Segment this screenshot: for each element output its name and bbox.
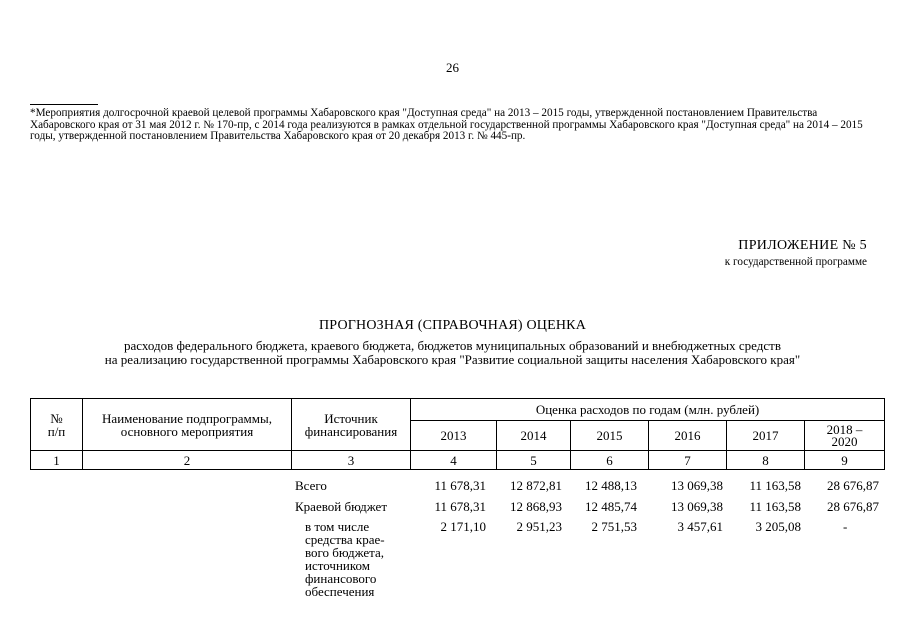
row-regional-value-2018-2020: 28 676,87 <box>827 499 879 514</box>
subtitle-line-2: на реализацию государственной программы Хабаровского края "Развитие социальной защиты населения Хабаровского края" <box>104 351 801 367</box>
row-including-value-2014: 2 951,23 <box>516 519 562 534</box>
header-number: № п/п <box>31 399 83 451</box>
header-year-2016: 2016 <box>649 421 727 451</box>
header-year-2017: 2017 <box>727 421 805 451</box>
row-total-source: Всего <box>295 478 327 493</box>
row-including-value-2018-2020: - <box>843 519 848 534</box>
row-including-value-2016: 3 457,61 <box>677 519 723 534</box>
row-regional-value-2014: 12 868,93 <box>510 499 562 514</box>
header-year-2018-2020: 2018 – 2020 <box>805 421 885 451</box>
row-regional-value-2013: 11 678,31 <box>434 499 486 514</box>
expense-table-header <box>30 398 885 470</box>
column-number: 8 <box>727 451 805 470</box>
row-total-value-2015: 12 488,13 <box>585 478 637 493</box>
row-regional-source: Краевой бюджет <box>295 499 388 514</box>
row-total-value-2014: 12 872,81 <box>510 478 562 493</box>
row-total-value-2016: 13 069,38 <box>671 478 723 493</box>
column-number: 6 <box>571 451 649 470</box>
header-year-2014: 2014 <box>497 421 571 451</box>
row-including-value-2015: 2 751,53 <box>591 519 637 534</box>
column-number: 2 <box>83 451 292 470</box>
subtitle-line-1: расходов федерального бюджета, краевого бюджета, бюджетов муниципальных образований и внебюджетных средств <box>124 338 781 353</box>
row-regional-value-2015: 12 485,74 <box>585 499 637 514</box>
column-number: 5 <box>497 451 571 470</box>
header-year-2015: 2015 <box>571 421 649 451</box>
column-number: 9 <box>805 451 885 470</box>
document-subtitle <box>0 339 905 366</box>
header-estimate: Оценка расходов по годам (млн. рублей) <box>411 399 885 421</box>
row-total-value-2013: 11 678,31 <box>434 478 486 493</box>
appendix-title: ПРИЛОЖЕНИЕ № 5 <box>738 238 867 253</box>
header-name: Наименование подпрограммы, основного мероприятия <box>83 399 292 451</box>
column-number: 7 <box>649 451 727 470</box>
row-including-value-2013: 2 171,10 <box>440 519 486 534</box>
row-total-value-2018-2020: 28 676,87 <box>827 478 879 493</box>
footnote-separator <box>30 104 98 105</box>
row-total-value-2017: 11 163,58 <box>749 478 801 493</box>
row-regional-value-2017: 11 163,58 <box>749 499 801 514</box>
column-number: 4 <box>411 451 497 470</box>
column-number: 1 <box>31 451 83 470</box>
row-regional-value-2016: 13 069,38 <box>671 499 723 514</box>
header-source: Источник финансирования <box>292 399 411 451</box>
appendix-subtitle: к государственной программе <box>724 256 867 268</box>
document-title: ПРОГНОЗНАЯ (СПРАВОЧНАЯ) ОЦЕНКА <box>318 318 587 333</box>
page-number: 26 <box>446 60 459 75</box>
row-including-value-2017: 3 205,08 <box>755 519 801 534</box>
row-including-source: в том числе средства крае- вого бюджета, источником финансового обеспечения <box>305 519 385 599</box>
header-year-2013: 2013 <box>411 421 497 451</box>
footnote: *Мероприятия долгосрочной краевой целевой программы Хабаровского края "Доступная среда" на 2013 – 2015 годы, утвержденной постановлением Правительства Хабаровского края от 31 мая 2012 г. № 170-пр, с 2014 года реализуются в рамках отдельной государственной программы Хабаровского края "Доступная среда" на 2014 – 2015 годы, утвержденной постановлением Правительства Хабаровского края от 20 декабря 2013 г. № 445-пр. <box>30 107 863 142</box>
column-number: 3 <box>292 451 411 470</box>
